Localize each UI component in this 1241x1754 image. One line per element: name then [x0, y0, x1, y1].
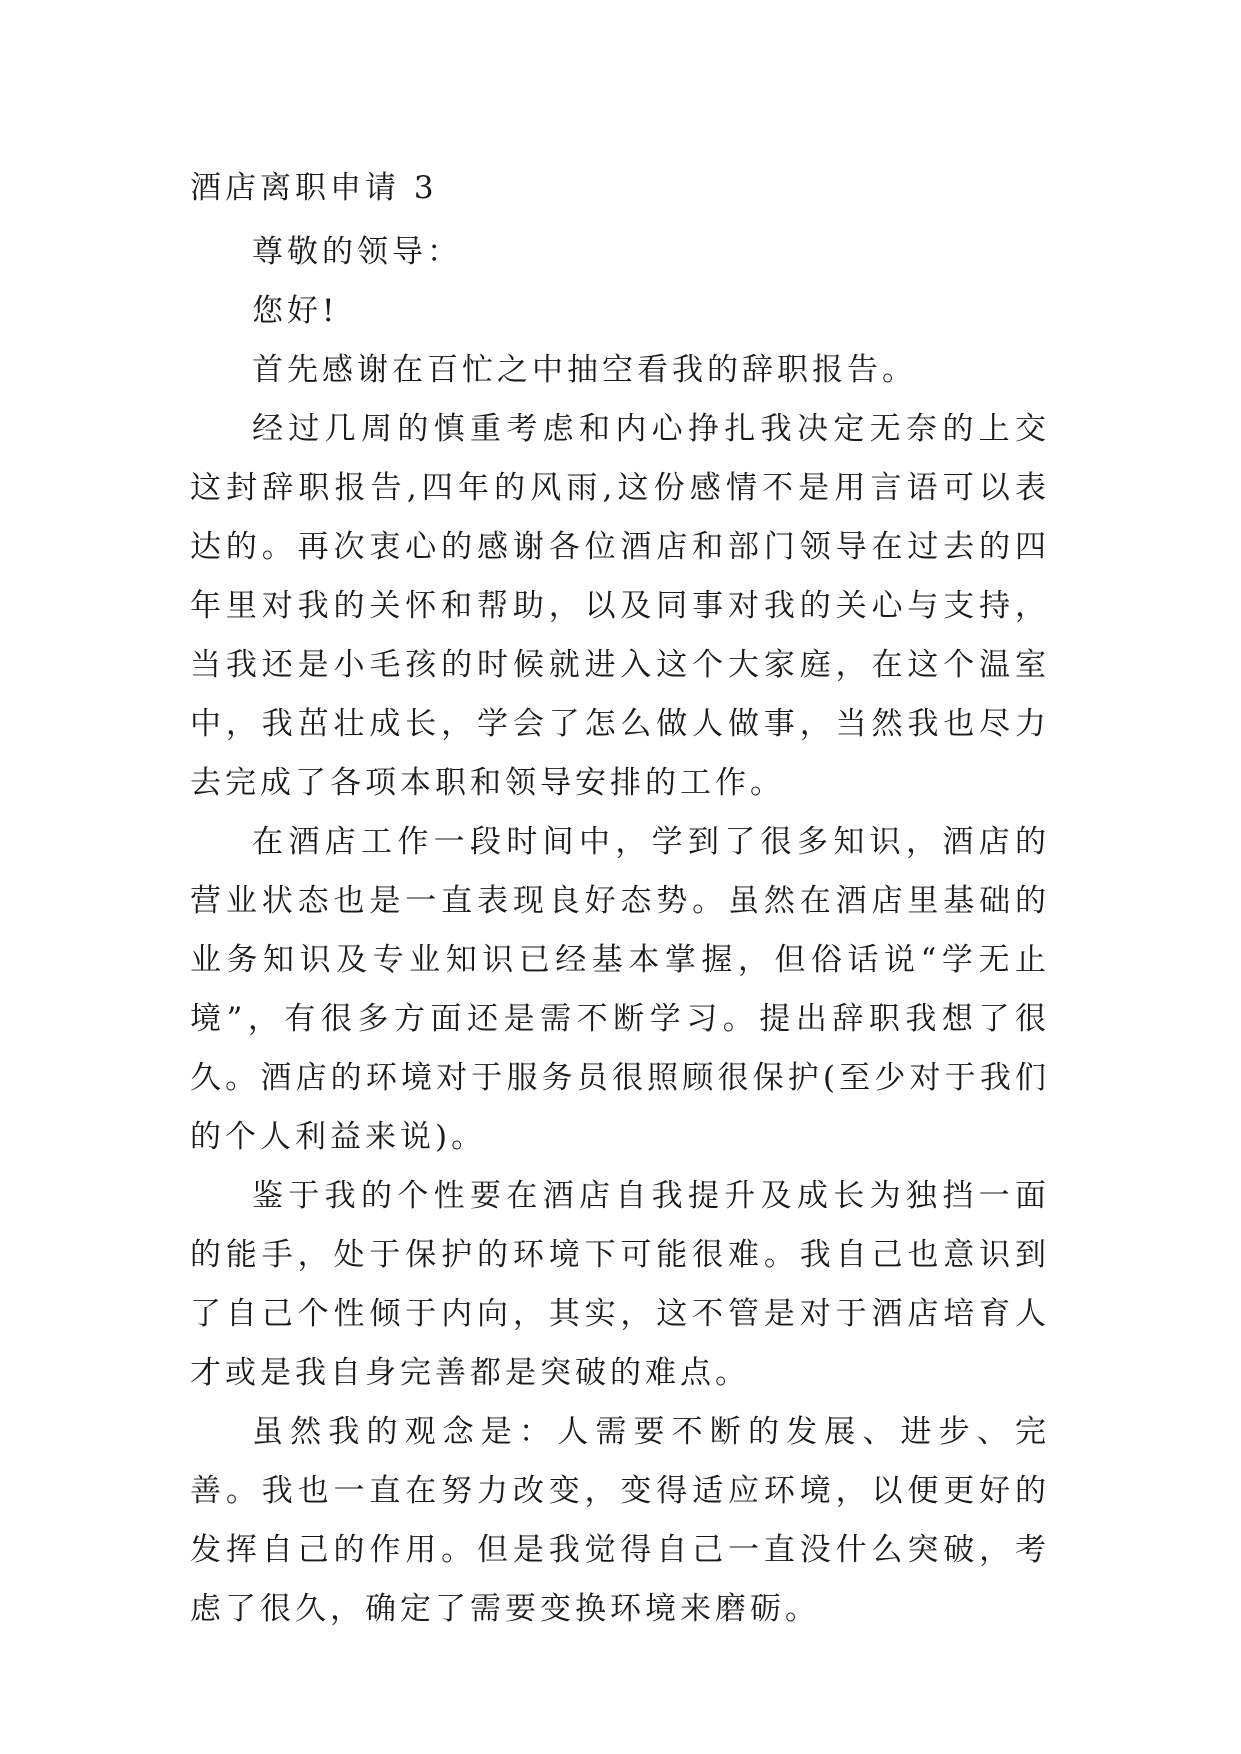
paragraph-decision: 经过几周的慎重考虑和内心挣扎我决定无奈的上交这封辞职报告,四年的风雨,这份感情不是用言语可以表达的。再次衷心的感谢各位酒店和部门领导在过去的四年里对我的关怀和帮助，以及同事对我的关心与支持，当我还是小毛孩的时候就进入这个大家庭，在这个温室中，我茁壮成长，学会了怎么做人做事，当然我也尽力去完成了各项本职和领导安排的工作。	[190, 411, 1050, 801]
document-title: 酒店离职申请 3	[190, 170, 438, 206]
paragraph-work-experience: 在酒店工作一段时间中，学到了很多知识，酒店的营业状态也是一直表现良好态势。虽然在酒店里基础的业务知识及专业知识已经基本掌握，但俗话说“学无止境”，有很多方面还是需不断学习。提出辞职我想了很久。酒店的环境对于服务员很照顾很保护(至少对于我们的个人利益来说)。	[190, 824, 1050, 1155]
salutation: 尊敬的领导：	[252, 234, 462, 270]
paragraph-personality: 鉴于我的个性要在酒店自我提升及成长为独挡一面的能手，处于保护的环境下可能很难。我自己也意识到了自己个性倾于内向，其实，这不管是对于酒店培育人才或是我自身完善都是突破的难点。	[190, 1178, 1050, 1391]
paragraph-thanks: 首先感谢在百忙之中抽空看我的辞职报告。	[252, 352, 917, 388]
paragraph-conclusion: 虽然我的观念是：人需要不断的发展、进步、完善。我也一直在努力改变，变得适应环境，以便更好的发挥自己的作用。但是我觉得自己一直没什么突破，考虑了很久，确定了需要变换环境来磨砺。	[190, 1414, 1050, 1627]
greeting: 您好!	[252, 293, 339, 329]
letter-body	[190, 165, 1050, 1639]
